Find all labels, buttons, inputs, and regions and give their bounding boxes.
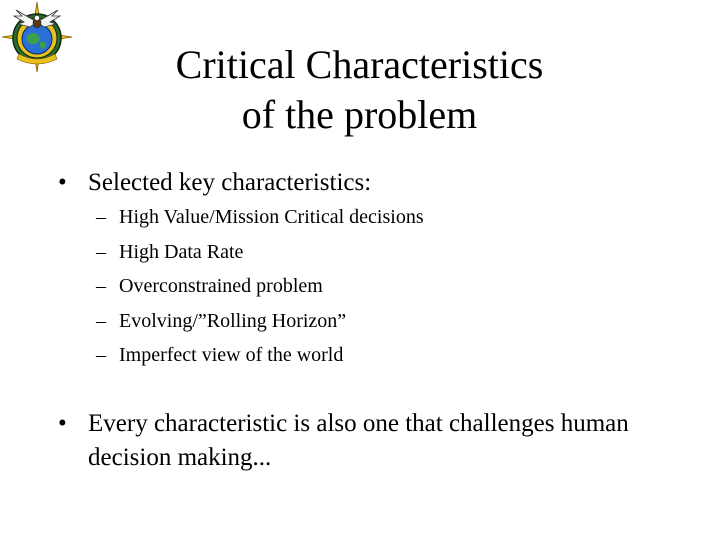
title-line-1: Critical Characteristics — [175, 42, 544, 87]
bullet-item — [58, 407, 698, 475]
sub-bullet-marker: – — [96, 275, 106, 297]
sub-bullet-list — [96, 202, 696, 375]
sub-bullet-marker: – — [96, 344, 106, 366]
sub-bullet-text: High Value/Mission Critical decisions — [119, 206, 424, 228]
sub-bullet-item — [96, 306, 696, 341]
title-line-2: of the problem — [241, 92, 478, 137]
sub-bullet-item — [96, 202, 696, 237]
bullet-text: Every characteristic is also one that challenges human decision making... — [88, 410, 629, 471]
sub-bullet-text: High Data Rate — [119, 240, 244, 263]
sub-bullet-marker: – — [96, 240, 106, 263]
sub-bullet-item — [96, 237, 696, 272]
sub-bullet-marker: – — [96, 309, 106, 332]
bullet-text: Selected key characteristics: — [88, 169, 372, 196]
sub-bullet-text: Evolving/”Rolling Horizon” — [119, 309, 347, 332]
sub-bullet-text: Imperfect view of the world — [119, 344, 344, 366]
bullet-marker: • — [58, 169, 67, 196]
bullet-marker: • — [58, 410, 67, 437]
sub-bullet-text: Overconstrained problem — [119, 275, 323, 297]
bullet-item — [58, 166, 698, 200]
sub-bullet-item — [96, 340, 696, 375]
slide-title — [0, 40, 719, 140]
sub-bullet-item — [96, 271, 696, 306]
sub-bullet-marker: – — [96, 206, 106, 228]
